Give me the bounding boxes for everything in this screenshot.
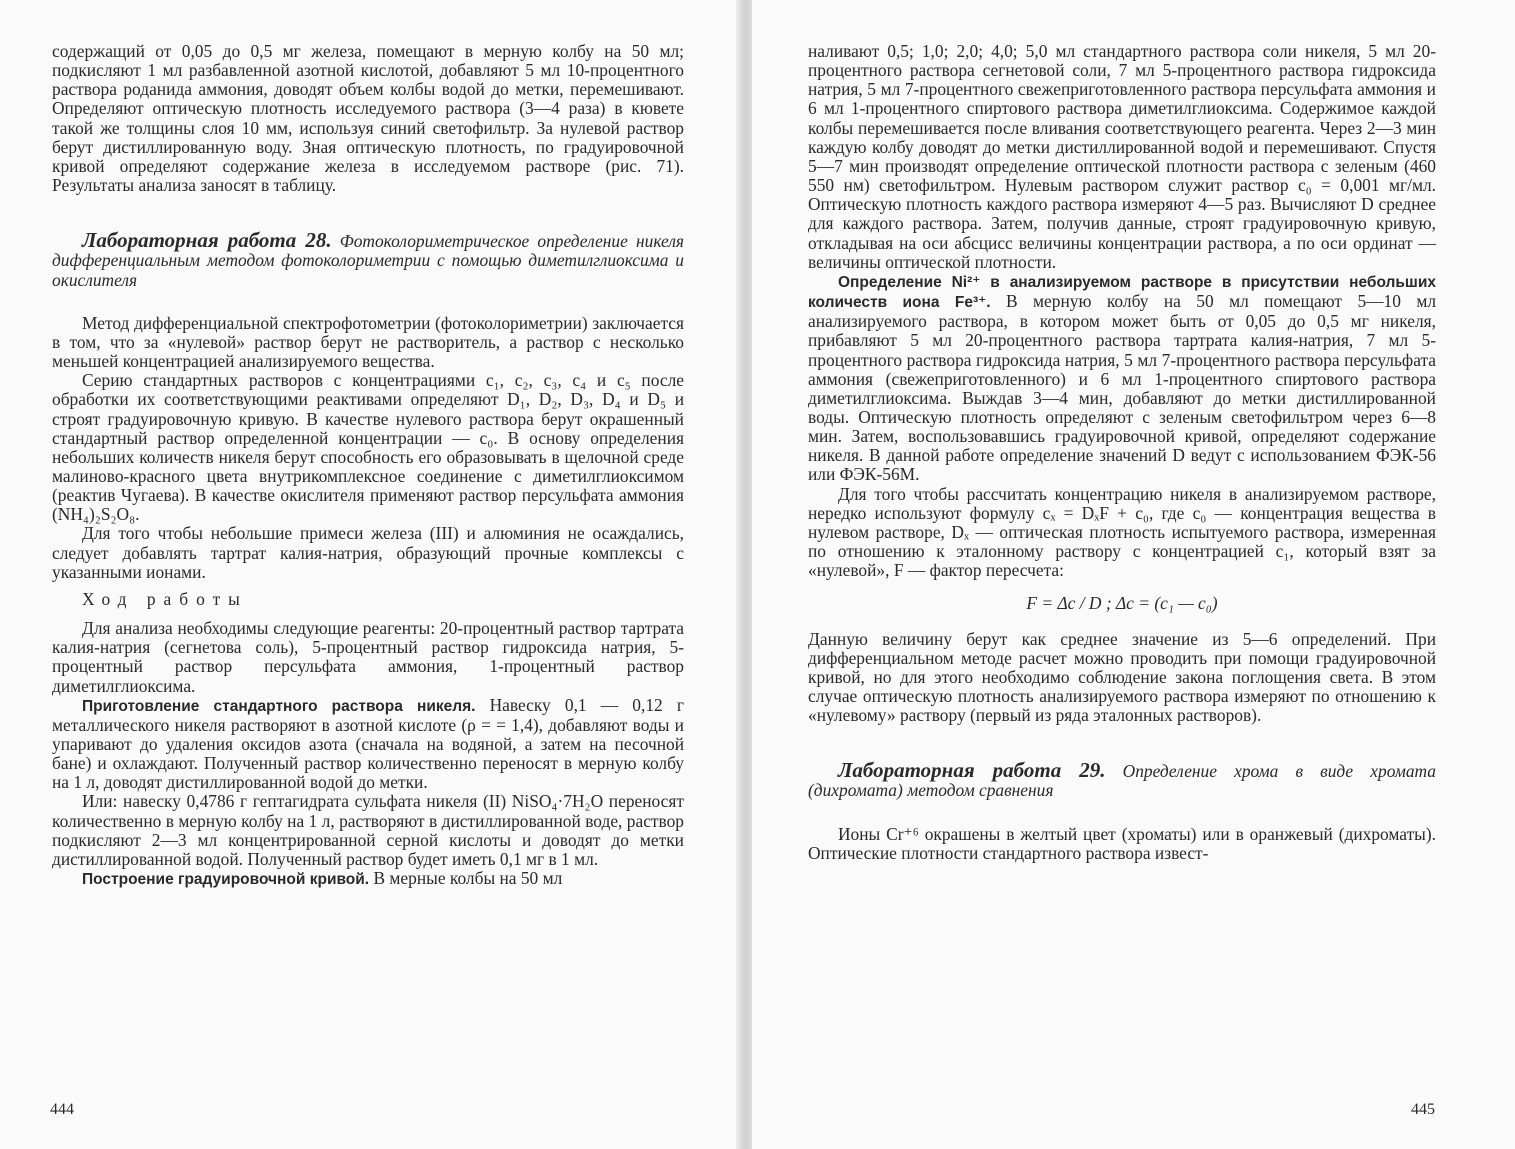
left-paragraph-2: Метод дифференциальной спектрофотометрии (фотоколориметрии) заключается в том, что за «нулевой» раствор берут не растворитель, а раствор с несколько меньшей концентрацией анализируемого вещества. (52, 312, 684, 372)
standard-solution-heading: Приготовление стандартного раствора никеля. (82, 697, 476, 715)
lab-29-heading (808, 758, 1436, 801)
left-paragraph-3: Серию стандартных растворов с концентрациями c₁, c₂, c₃, c₄ и c₅ после обработки их соответствующими реактивами определяют D₁, D₂, D₃, D₄ и D₅ и строят градуировочную кривую. В качестве нулевого раствора берут окрашенный стандартный раствор определенной концентрации — c₀. В основу определения небольших количеств никеля берут способность его образовывать в щелочной среде малиново-красного цвета внутрикомплексное соединение с диметилглиоксимом (реактив Чугаева). В качестве окислителя применяют раствор персульфата аммония (NH₄)₂S₂O₈. (52, 370, 684, 525)
right-page (752, 0, 1515, 1149)
right-paragraph-2 (808, 272, 1436, 485)
right-page-number: 445 (1411, 1101, 1435, 1118)
ni-determination-text: В мерную колбу на 50 мл помещают 5—10 мл анализируемого раствора, в котором может быть от 0,05 до 0,5 мг никеля, прибавляют 5 мл 20-процентного раствора тартрата калия-натрия, 7 мл 5-процентного раствора гидроксида натрия, 5 мл 7-процентного раствора персульфата аммония (свежеприготовленного) и 6 мл 1-процентного спиртового раствора диметилглиоксима. Выждав 3—4 мин, добавляют до метки дистиллированной воды. Оптическую плотность определяют с зеленым светофильтром через 6—8 мин. Затем, воспользовавшись градуировочной кривой, определяют содержание никеля. В данной работе определение значений D ведут с использованием ФЭК-56 или ФЭК-56М. (808, 291, 1437, 485)
lab-29-title: Определение хрома в виде хромата (дихромата) методом сравнения (808, 761, 1436, 801)
right-text-column (808, 42, 1436, 863)
lab-28-title: Фотоколориметрическое определение никеля дифференциальным методом фотоколориметрии с помощью диметилглиоксима и окислителя (52, 231, 684, 290)
lab-28-heading (52, 228, 684, 290)
right-paragraph-3: Для того чтобы рассчитать концентрацию никеля в анализируемом растворе, нередко используют формулу cₓ = DₓF + c₀, где c₀ — концентрация вещества в нулевом растворе, Dₓ — оптическая плотность испытуемого раствора, измеренная по отношению к эталонному раствору с концентрацией c₁, который взят за «нулевой», F — фактор пересчета: (808, 483, 1436, 581)
left-paragraph-1: содержащий от 0,05 до 0,5 мг железа, помещают в мерную колбу на 50 мл; подкисляют 1 мл разбавленной азотной кислотой, добавляют 5 мл 10-процентного раствора роданида аммония, доводят объем колбы водой до метки, перемешивают. Определяют оптическую плотность исследуемого раствора (3—4 раза) в кювете такой же толщины слоя 10 мм, используя синий светофильтр. За нулевой раствор берут дистиллированную воду. Зная оптическую плотность, по градуировочной кривой определяют содержание железа в исследуемом растворе (рис. 71). Результаты анализа заносят в таблицу. (52, 41, 684, 196)
right-paragraph-5: Ионы Cr⁺⁶ окрашены в желтый цвет (хроматы) или в оранжевый (дихроматы). Оптические плотности стандартного раствора извест- (808, 823, 1436, 863)
left-page (0, 0, 740, 1149)
left-page-number: 444 (50, 1101, 74, 1118)
calibration-curve-heading: Построение градуировочной кривой. (82, 871, 370, 889)
calibration-curve-text: В мерные колбы на 50 мл (369, 868, 563, 889)
conversion-formula: F = Δc / D ; Δc = (c₁ — c₀) (1026, 593, 1218, 614)
lab-28-label: Лабораторная работа 28. (82, 228, 332, 253)
left-text-column (52, 42, 684, 889)
right-paragraph-4: Данную величину берут как среднее значение из 5—6 определений. При дифференциальном методе расчет можно проводить при помощи градуировочной кривой, но для этого необходимо соблюдение закона поглощения света. В этом случае оптическую плотность анализируемого раствора измеряют по отношению к «нулевому» раствору (первый из ряда эталонных растворов). (808, 628, 1436, 726)
left-paragraph-4: Для того чтобы небольшие примеси железа (III) и алюминия не осаждались, следует добавлять тартрат калия-натрия, образующий прочные комплексы с указанными ионами. (52, 523, 684, 582)
left-paragraph-5: Для анализа необходимы следующие реагенты: 20-процентный раствор тартрата калия-натрия (сегнетова соль), 5-процентный раствор гидроксида натрия, 5-процентный раствор персульфата аммония, 1-процентный раствор диметилглиоксима. (52, 618, 684, 696)
procedure-heading: Ход работы (82, 588, 248, 609)
right-paragraph-1: наливают 0,5; 1,0; 2,0; 4,0; 5,0 мл стандартного раствора соли никеля, 5 мл 20-процентного раствора сегнетовой соли, 7 мл 5-процентного раствора гидроксида натрия, 5 мл 7-процентного свежеприготовленного раствора персульфата аммония и 6 мл 1-процентного спиртового раствора диметилглиоксима. Содержимое каждой колбы перемешивается после вливания соответствующего реагента. Через 2—3 мин каждую колбу доводят до метки дистиллированной водой и перемешивают. Спустя 5—7 мин производят определение оптической плотности раствора с зеленым (460 550 нм) светофильтром. Нулевым раствором служит раствор c₀ = 0,001 мг/мл. Оптическую плотность каждого раствора измеряют 4—5 раз. Вычисляют D среднее для каждого раствора. Затем, получив данные, строят градуировочную кривую, откладывая на оси абсцисс величины концентрации раствора, а по оси ординат — величины оптической плотности. (808, 41, 1436, 272)
left-paragraph-7: Или: навеску 0,4786 г гептагидрата сульфата никеля (II) NiSO₄·7H₂O переносят количественно в мерную колбу на 1 л, растворяют в дистиллированной воде, раствор подкисляют 2—3 мл концентрированной серной кислоты и доводят до метки дистиллированной водой. Полученный раствор будет иметь 0,1 мг в 1 мл. (52, 791, 684, 869)
left-paragraph-6 (52, 696, 684, 793)
lab-29-label: Лабораторная работа 29. (838, 758, 1106, 783)
standard-solution-text: Навеску 0,1 — 0,12 г металлического никеля растворяют в азотной кислоте (ρ = = 1,4), добавляют воды и упаривают до удаления оксидов азота (сначала на водяной, а затем на песочной бане) и охлаждают. Полученный раствор количественно переносят в мерную колбу на 1 л, доводят дистиллированной водой до метки. (52, 694, 685, 793)
left-paragraph-8 (52, 869, 684, 889)
ni-determination-heading: Определение Ni²⁺ в анализируемом растворе в присутствии небольших количеств иона Fe³⁺. (808, 273, 1436, 312)
